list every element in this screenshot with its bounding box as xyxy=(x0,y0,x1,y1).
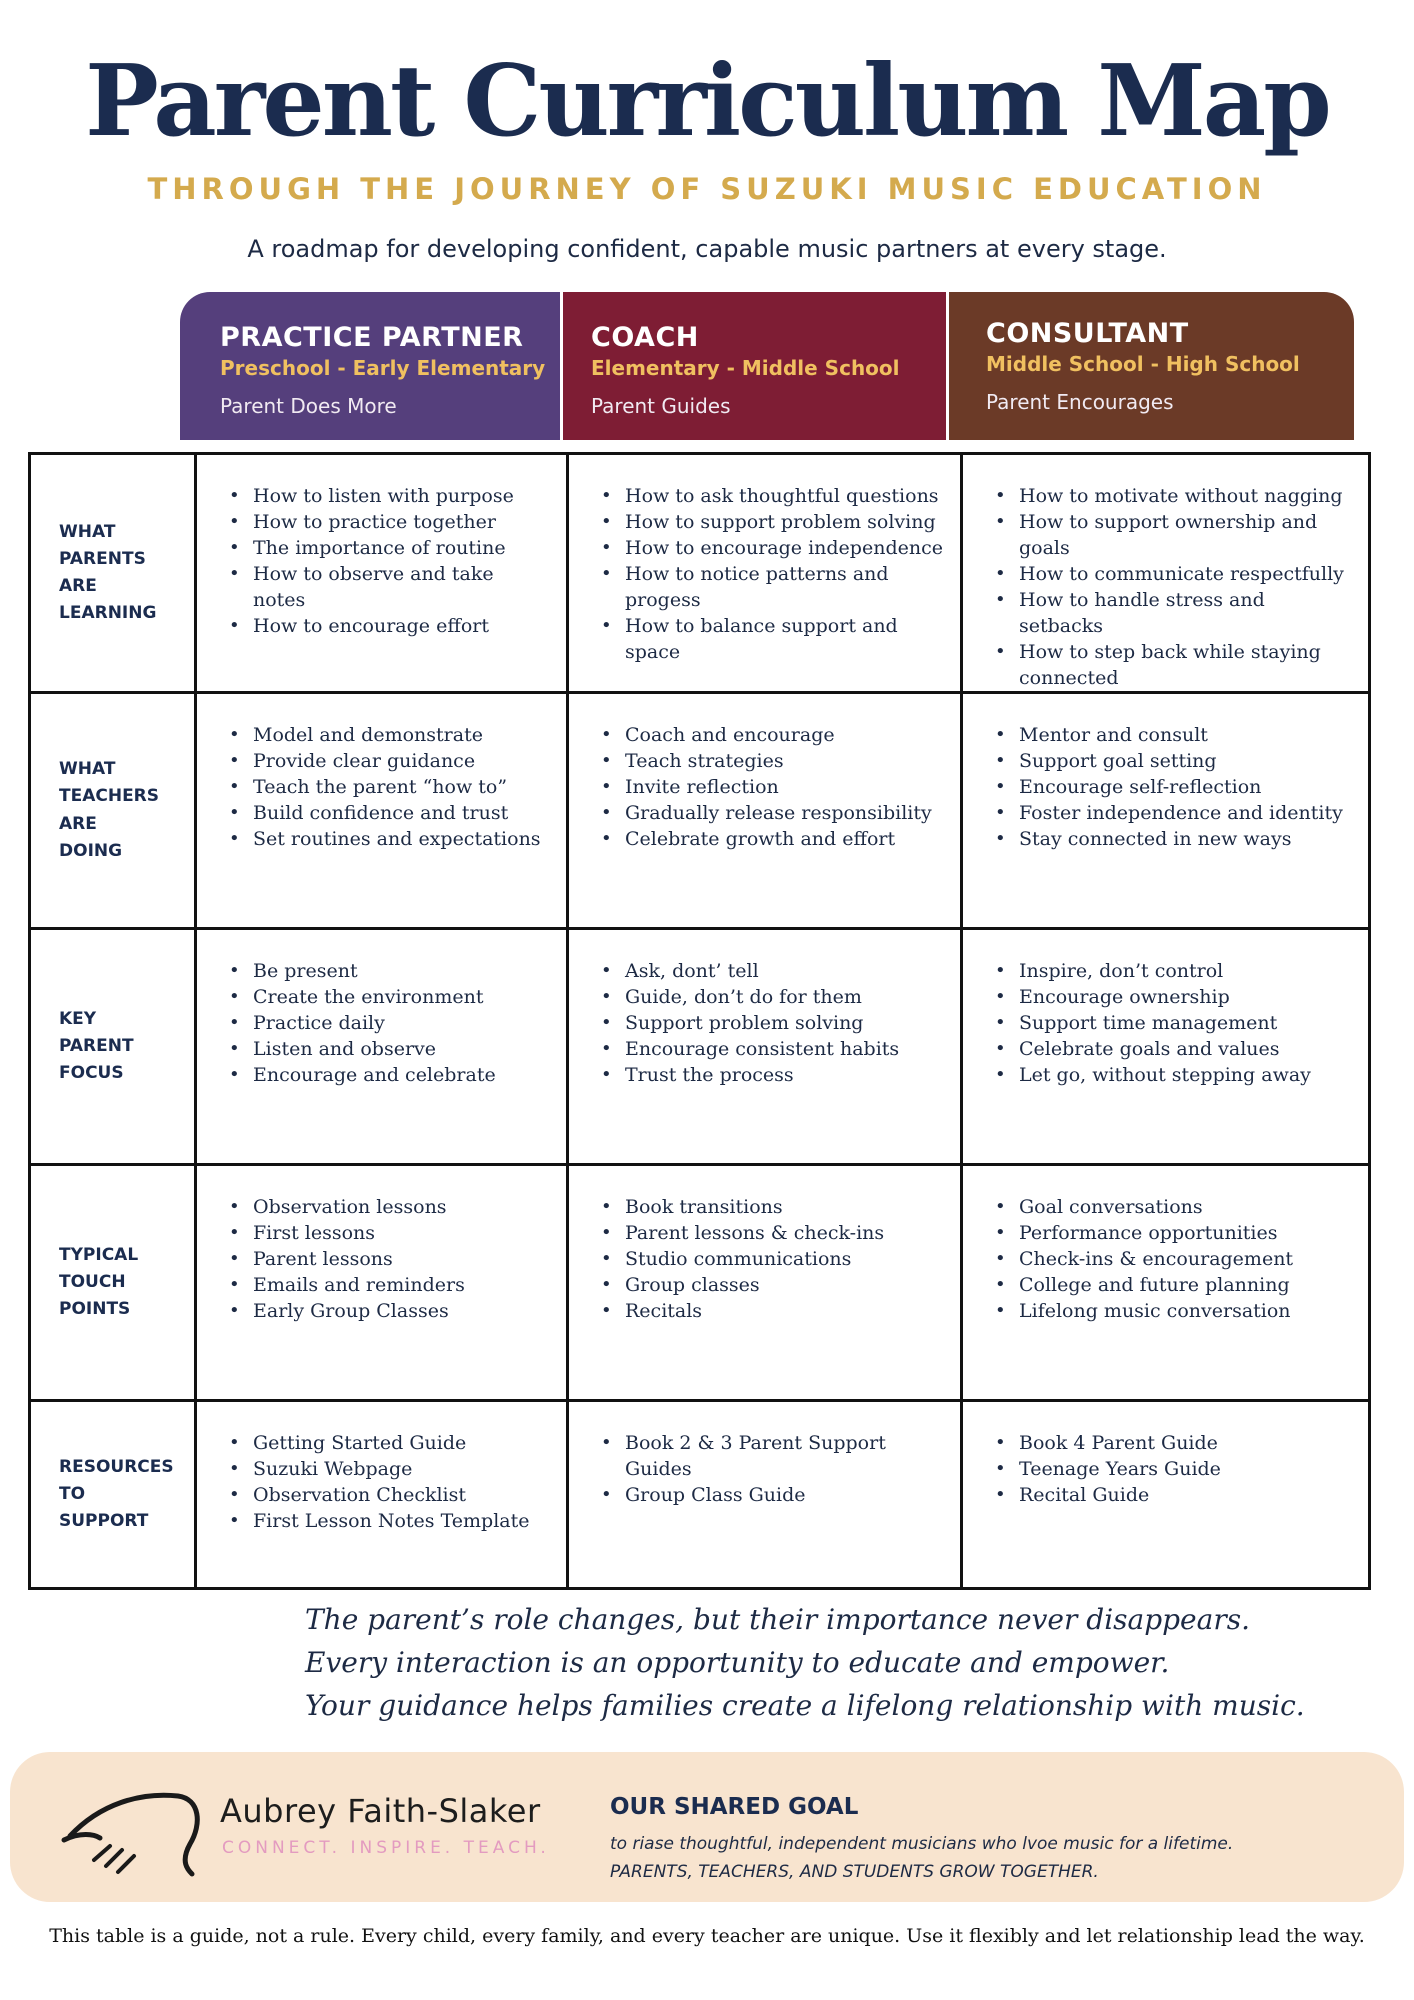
bullet-list xyxy=(963,1166,1368,1324)
list-item: • Observation lessons xyxy=(227,1194,550,1220)
goal-title: OUR SHARED GOAL xyxy=(610,1794,859,1820)
map-row xyxy=(30,1401,1370,1589)
list-item: • Support time management xyxy=(993,1010,1352,1036)
map-cell xyxy=(568,1401,962,1589)
brand-tagline: CONNECT. INSPIRE. TEACH. xyxy=(222,1838,550,1858)
list-item: • Gradually release responsibility xyxy=(599,800,944,826)
row-label-line: ARE xyxy=(59,576,97,596)
stage-header-practice-partner xyxy=(180,292,560,440)
list-item: • College and future planning xyxy=(993,1272,1352,1298)
list-item: • Book 4 Parent Guide xyxy=(993,1430,1352,1456)
page-subtitle: THROUGH THE JOURNEY OF SUZUKI MUSIC EDUCATION xyxy=(147,172,1267,206)
stage-grade: Preschool - Early Elementary xyxy=(220,356,546,381)
row-label-line: LEARNING xyxy=(59,603,157,624)
list-item: • Check-ins & encouragement xyxy=(993,1246,1352,1272)
list-item: • Coach and encourage xyxy=(599,722,944,748)
row-label-line: WHAT xyxy=(59,759,116,780)
stage-header-coach xyxy=(563,292,946,440)
bullet-list xyxy=(197,455,566,639)
list-item: • Encourage ownership xyxy=(993,984,1352,1010)
list-item: • First Lesson Notes Template xyxy=(227,1508,550,1534)
row-label-line: TEACHERS xyxy=(59,786,160,807)
row-label xyxy=(30,929,196,1165)
stage-name: CONSULTANT xyxy=(986,318,1189,349)
map-cell xyxy=(962,693,1370,929)
list-item: • Provide clear guidance xyxy=(227,748,550,774)
list-item: • Celebrate growth and effort xyxy=(599,826,944,852)
row-label-line: KEY xyxy=(59,1008,97,1029)
map-cell xyxy=(568,693,962,929)
disclaimer: This table is a guide, not a rule. Every child, every family, and every teacher are unique. Use it flexibly and let relationship lead the way. xyxy=(49,1925,1365,1947)
quote-line: Your guidance helps families create a lifelong relationship with music. xyxy=(305,1689,1305,1722)
list-item: • Suzuki Webpage xyxy=(227,1456,550,1482)
row-label-line: TOUCH xyxy=(59,1271,126,1292)
list-item: • How to support ownership and goals xyxy=(993,509,1352,561)
row-label-line: ARE xyxy=(59,813,97,834)
list-item: • Book transitions xyxy=(599,1194,944,1220)
list-item: • Celebrate goals and values xyxy=(993,1036,1352,1062)
list-item: • Emails and reminders xyxy=(227,1272,550,1298)
quote-line: The parent’s role changes, but their importance never disappears. xyxy=(305,1603,1250,1636)
bullet-list xyxy=(197,1402,566,1534)
list-item: • Recital Guide xyxy=(993,1482,1352,1508)
row-label xyxy=(30,1165,196,1401)
list-item: • How to step back while staying connected xyxy=(993,639,1352,691)
map-row xyxy=(30,1165,1370,1401)
list-item: • How to observe and take notes xyxy=(227,561,550,613)
bullet-list xyxy=(963,694,1368,852)
list-item: • Teenage Years Guide xyxy=(993,1456,1352,1482)
page-tagline: A roadmap for developing confident, capable music partners at every stage. xyxy=(247,235,1167,263)
stage-name: COACH xyxy=(591,322,699,353)
list-item: • Ask, dont’ tell xyxy=(599,958,944,984)
list-item: • Teach strategies xyxy=(599,748,944,774)
list-item: • Be present xyxy=(227,958,550,984)
list-item: • Listen and observe xyxy=(227,1036,550,1062)
map-row xyxy=(30,454,1370,693)
list-item: • Teach the parent “how to” xyxy=(227,774,550,800)
bullet-list xyxy=(963,455,1368,691)
goal-text xyxy=(610,1830,1233,1886)
bullet-list xyxy=(569,694,960,852)
row-label-line: PARENTS xyxy=(59,548,146,569)
row-label xyxy=(30,454,196,693)
list-item: • Invite reflection xyxy=(599,774,944,800)
bullet-list xyxy=(963,930,1368,1088)
list-item: • The importance of routine xyxy=(227,535,550,561)
bullet-list xyxy=(197,694,566,852)
list-item: • How to listen with purpose xyxy=(227,483,550,509)
footer-band xyxy=(10,1752,1404,1902)
list-item: • Observation Checklist xyxy=(227,1482,550,1508)
row-label xyxy=(30,693,196,929)
map-row xyxy=(30,693,1370,929)
brand-name: Aubrey Faith-Slaker xyxy=(220,1792,541,1830)
piano-wing-icon xyxy=(50,1774,210,1884)
map-cell xyxy=(568,454,962,693)
bullet-list xyxy=(569,1402,960,1508)
row-label-line: TO xyxy=(59,1483,86,1504)
list-item: • Goal conversations xyxy=(993,1194,1352,1220)
row-label-line: DOING xyxy=(59,840,123,861)
map-cell xyxy=(962,454,1370,693)
list-item: • Foster independence and identity xyxy=(993,800,1352,826)
map-cell xyxy=(962,929,1370,1165)
list-item: • Early Group Classes xyxy=(227,1298,550,1324)
list-item: • How to encourage independence xyxy=(599,535,944,561)
list-item: • Practice daily xyxy=(227,1010,550,1036)
goal-line: to riase thoughtful, independent musicians who lvoe music for a lifetime. xyxy=(610,1834,1234,1854)
bullet-list xyxy=(569,455,960,665)
map-cell xyxy=(568,1165,962,1401)
stage-grade: Middle School - High School xyxy=(986,352,1300,377)
bullet-list xyxy=(197,930,566,1088)
list-item: • Recitals xyxy=(599,1298,944,1324)
row-label-line: TYPICAL xyxy=(59,1244,139,1265)
map-cell xyxy=(196,929,568,1165)
map-cell xyxy=(962,1165,1370,1401)
list-item: • Encourage and celebrate xyxy=(227,1062,550,1088)
row-label-line: RESOURCES xyxy=(59,1456,174,1477)
curriculum-map-body xyxy=(30,454,1370,1589)
list-item: • Getting Started Guide xyxy=(227,1430,550,1456)
quote-line: Every interaction is an opportunity to educate and empower. xyxy=(305,1646,1170,1679)
list-item: • How to balance support and space xyxy=(599,613,944,665)
stage-role: Parent Encourages xyxy=(986,390,1174,415)
row-label-line: SUPPORT xyxy=(59,1511,149,1532)
list-item: • Inspire, don’t control xyxy=(993,958,1352,984)
list-item: • Book 2 & 3 Parent Support Guides xyxy=(599,1430,944,1482)
list-item: • Parent lessons xyxy=(227,1246,550,1272)
map-cell xyxy=(962,1401,1370,1589)
list-item: • How to communicate respectfully xyxy=(993,561,1352,587)
list-item: • Group classes xyxy=(599,1272,944,1298)
list-item: • How to support problem solving xyxy=(599,509,944,535)
list-item: • First lessons xyxy=(227,1220,550,1246)
list-item: • Support goal setting xyxy=(993,748,1352,774)
map-cell xyxy=(196,454,568,693)
list-item: • How to encourage effort xyxy=(227,613,550,639)
list-item: • Parent lessons & check-ins xyxy=(599,1220,944,1246)
goal-line: PARENTS, TEACHERS, AND STUDENTS GROW TOGETHER. xyxy=(610,1862,1099,1882)
closing-quotes xyxy=(305,1598,1305,1727)
bullet-list xyxy=(963,1402,1368,1508)
row-label xyxy=(30,1401,196,1589)
list-item: • How to motivate without nagging xyxy=(993,483,1352,509)
row-label-line: POINTS xyxy=(59,1299,131,1320)
list-item: • Support problem solving xyxy=(599,1010,944,1036)
list-item: • Lifelong music conversation xyxy=(993,1298,1352,1324)
list-item: • Group Class Guide xyxy=(599,1482,944,1508)
list-item: • Set routines and expectations xyxy=(227,826,550,852)
list-item: • Mentor and consult xyxy=(993,722,1352,748)
list-item: • Performance opportunities xyxy=(993,1220,1352,1246)
list-item: • How to handle stress and setbacks xyxy=(993,587,1352,639)
map-cell xyxy=(568,929,962,1165)
list-item: • Let go, without stepping away xyxy=(993,1062,1352,1088)
stage-name: PRACTICE PARTNER xyxy=(220,322,524,353)
list-item: • How to ask thoughtful questions xyxy=(599,483,944,509)
stage-grade: Elementary - Middle School xyxy=(591,356,900,381)
row-label-line: WHAT xyxy=(59,521,116,542)
list-item: • Model and demonstrate xyxy=(227,722,550,748)
curriculum-map-table xyxy=(28,452,1371,1590)
list-item: • Create the environment xyxy=(227,984,550,1010)
list-item: • Trust the process xyxy=(599,1062,944,1088)
list-item: • Studio communications xyxy=(599,1246,944,1272)
map-row xyxy=(30,929,1370,1165)
row-label-line: PARENT xyxy=(59,1035,134,1056)
list-item: • How to practice together xyxy=(227,509,550,535)
list-item: • How to notice patterns and progess xyxy=(599,561,944,613)
list-item: • Encourage consistent habits xyxy=(599,1036,944,1062)
stage-role: Parent Does More xyxy=(220,394,397,419)
stage-header-consultant xyxy=(949,292,1354,440)
map-cell xyxy=(196,693,568,929)
page-title: Parent Curriculum Map xyxy=(85,44,1329,159)
list-item: • Build confidence and trust xyxy=(227,800,550,826)
row-label-line: FOCUS xyxy=(59,1063,124,1084)
stage-role: Parent Guides xyxy=(591,394,731,419)
bullet-list xyxy=(197,1166,566,1324)
map-cell xyxy=(196,1401,568,1589)
list-item: • Stay connected in new ways xyxy=(993,826,1352,852)
bullet-list xyxy=(569,930,960,1088)
list-item: • Guide, don’t do for them xyxy=(599,984,944,1010)
list-item: • Encourage self-reflection xyxy=(993,774,1352,800)
bullet-list xyxy=(569,1166,960,1324)
map-cell xyxy=(196,1165,568,1401)
